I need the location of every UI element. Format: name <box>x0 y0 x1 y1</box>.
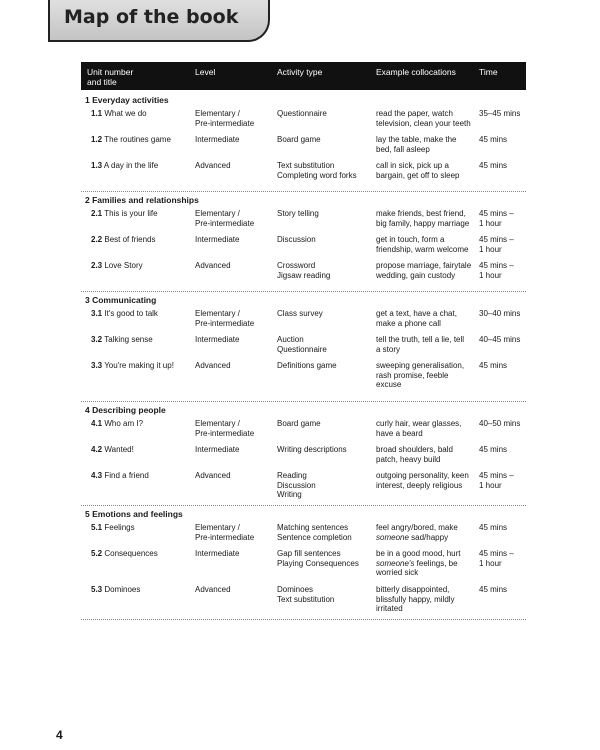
time-cell-line: 45 mins – <box>479 209 514 218</box>
unit-number: 3.1 <box>91 309 103 318</box>
activity-cell <box>277 261 330 280</box>
activity-cell-line: Reading <box>277 471 307 480</box>
level-cell <box>195 309 254 328</box>
activity-cell <box>277 309 323 319</box>
unit-cell <box>91 209 158 219</box>
activity-cell <box>277 135 321 145</box>
table-row <box>81 209 526 235</box>
level-cell-line: Advanced <box>195 261 231 270</box>
time-cell <box>479 109 520 119</box>
time-cell <box>479 585 507 595</box>
table-row <box>81 161 526 187</box>
activity-cell <box>277 419 321 429</box>
examples-cell <box>376 209 469 228</box>
unit-title: You're making it up! <box>104 361 174 370</box>
section <box>81 95 526 192</box>
unit-cell <box>91 361 174 371</box>
level-cell-line: Pre-intermediate <box>195 318 255 328</box>
examples-cell <box>376 361 464 390</box>
unit-number: 3.2 <box>91 335 103 344</box>
level-cell <box>195 161 231 171</box>
unit-title: It's good to talk <box>104 309 158 318</box>
unit-cell <box>91 335 153 345</box>
level-cell <box>195 419 254 438</box>
activity-cell-line: Jigsaw reading <box>277 270 331 280</box>
unit-cell <box>91 235 156 245</box>
time-cell-line: 1 hour <box>479 244 502 254</box>
activity-cell <box>277 161 357 180</box>
examples-cell-line: bed, fall asleep <box>376 144 430 154</box>
time-cell <box>479 235 514 254</box>
table-row <box>81 523 526 549</box>
table-row <box>81 261 526 287</box>
time-cell <box>479 161 507 171</box>
unit-number: 5.2 <box>91 549 103 558</box>
unit-cell <box>91 471 149 481</box>
unit-title: Who am I? <box>104 419 144 428</box>
time-cell <box>479 361 507 371</box>
examples-cell-line: bitterly disappointed, <box>376 585 450 594</box>
time-cell-line: 45 mins – <box>479 261 514 270</box>
examples-cell-line: get a text, have a chat, <box>376 309 457 318</box>
level-cell-line: Advanced <box>195 161 231 170</box>
examples-cell-line: wedding, gain custody <box>376 270 456 280</box>
activity-cell-line: Definitions game <box>277 361 337 370</box>
activity-cell <box>277 209 319 219</box>
level-cell <box>195 445 239 455</box>
unit-number: 5.1 <box>91 523 103 532</box>
time-cell-line: 40–45 mins <box>479 335 521 344</box>
time-cell <box>479 309 520 319</box>
activity-cell-line: Text substitution <box>277 161 335 170</box>
activity-cell-line: Board game <box>277 419 321 428</box>
level-cell <box>195 523 254 542</box>
table-row <box>81 335 526 361</box>
section <box>81 509 526 620</box>
examples-cell-line: worried sick <box>376 568 419 577</box>
level-cell <box>195 471 231 481</box>
unit-number: 1.2 <box>91 135 103 144</box>
table-row <box>81 109 526 135</box>
unit-number: 4.2 <box>91 445 103 454</box>
title-tab <box>48 0 270 42</box>
activity-cell-line: Playing Consequences <box>277 558 359 568</box>
level-cell <box>195 209 254 228</box>
unit-cell <box>91 135 171 145</box>
time-cell <box>479 335 520 345</box>
unit-cell <box>91 523 135 533</box>
header-level: Level <box>195 67 216 77</box>
time-cell-line: 45 mins – <box>479 235 514 244</box>
level-cell-line: Elementary / <box>195 309 240 318</box>
level-cell <box>195 335 239 345</box>
time-cell-line: 45 mins <box>479 161 508 170</box>
time-cell <box>479 523 507 533</box>
examples-cell-line: get in touch, form a <box>376 235 445 244</box>
level-cell <box>195 585 231 595</box>
activity-cell <box>277 523 352 542</box>
time-cell <box>479 419 520 429</box>
examples-cell-line: propose marriage, fairytale <box>376 261 472 270</box>
level-cell <box>195 235 239 245</box>
activity-cell <box>277 549 359 568</box>
level-cell <box>195 361 231 371</box>
unit-title: Dominoes <box>104 585 141 594</box>
examples-cell-line: patch, heavy build <box>376 454 441 464</box>
time-cell <box>479 261 514 280</box>
examples-cell-line: feel angry/bored, make <box>376 523 458 532</box>
time-cell <box>479 549 514 568</box>
examples-cell-line: big family, happy marriage <box>376 218 470 228</box>
examples-cell-line: sweeping generalisation, <box>376 361 465 370</box>
level-cell-line: Elementary / <box>195 109 240 118</box>
examples-cell <box>376 109 471 128</box>
examples-cell-line: someone's feelings, be <box>376 558 458 568</box>
examples-cell-line: broad shoulders, bald <box>376 445 453 454</box>
examples-cell-line: bargain, get off to sleep <box>376 170 460 180</box>
activity-cell-line: Questionnaire <box>277 344 327 354</box>
examples-cell-line: interest, deeply religious <box>376 480 463 490</box>
section-title: 5 Emotions and feelings <box>85 509 183 519</box>
level-cell-line: Intermediate <box>195 549 240 558</box>
unit-number: 1.3 <box>91 161 103 170</box>
activity-cell-line: Board game <box>277 135 321 144</box>
table-row <box>81 361 526 397</box>
examples-cell <box>376 335 464 354</box>
header-activity: Activity type <box>277 67 323 77</box>
time-cell-line: 45 mins <box>479 445 508 454</box>
table-row <box>81 309 526 335</box>
activity-cell-line: Dominoes <box>277 585 314 594</box>
activity-cell <box>277 471 316 500</box>
page-title: Map of the book <box>64 6 239 28</box>
time-cell-line: 1 hour <box>479 480 502 490</box>
header-time: Time <box>479 67 498 77</box>
examples-cell-line: have a beard <box>376 428 423 438</box>
unit-title: Love Story <box>104 261 143 270</box>
level-cell-line: Intermediate <box>195 135 240 144</box>
level-cell <box>195 135 239 145</box>
activity-cell-line: Completing word forks <box>277 170 357 180</box>
section-title: 4 Describing people <box>85 405 166 415</box>
examples-cell-line: tell the truth, tell a lie, tell <box>376 335 465 344</box>
time-cell-line: 45 mins – <box>479 471 514 480</box>
examples-cell <box>376 309 457 328</box>
examples-cell <box>376 419 461 438</box>
time-cell-line: 45 mins <box>479 361 508 370</box>
section <box>81 405 526 506</box>
level-cell-line: Pre-intermediate <box>195 218 255 228</box>
level-cell-line: Elementary / <box>195 209 240 218</box>
activity-cell-line: Discussion <box>277 235 316 244</box>
time-cell-line: 35–45 mins <box>479 109 521 118</box>
unit-title: Talking sense <box>104 335 153 344</box>
table-body <box>81 92 526 622</box>
unit-cell <box>91 585 140 595</box>
activity-cell-line: Writing descriptions <box>277 445 347 454</box>
activity-cell-line: Story telling <box>277 209 319 218</box>
time-cell <box>479 445 507 455</box>
examples-cell <box>376 261 471 280</box>
table-header <box>81 62 526 90</box>
unit-number: 3.3 <box>91 361 103 370</box>
examples-cell <box>376 135 457 154</box>
time-cell-line: 45 mins <box>479 523 508 532</box>
examples-cell-line: friendship, warm welcome <box>376 244 469 254</box>
examples-cell-line: irritated <box>376 604 403 613</box>
level-cell <box>195 109 254 128</box>
time-cell-line: 45 mins <box>479 585 508 594</box>
time-cell <box>479 209 514 228</box>
time-cell <box>479 471 514 490</box>
table-row <box>81 585 526 615</box>
table-row <box>81 135 526 161</box>
activity-cell <box>277 109 327 119</box>
activity-cell-line: Crossword <box>277 261 316 270</box>
time-cell-line: 40–50 mins <box>479 419 521 428</box>
level-cell-line: Intermediate <box>195 335 240 344</box>
examples-cell-line: a story <box>376 344 401 354</box>
level-cell-line: Pre-intermediate <box>195 428 255 438</box>
unit-title: Consequences <box>104 549 158 558</box>
examples-cell-line: curly hair, wear glasses, <box>376 419 462 428</box>
unit-cell <box>91 261 143 271</box>
activity-cell-line: Sentence completion <box>277 532 352 542</box>
table-row <box>81 549 526 585</box>
section-title: 1 Everyday activities <box>85 95 169 105</box>
activity-cell-line: Matching sentences <box>277 523 349 532</box>
unit-title: Feelings <box>104 523 135 532</box>
time-cell <box>479 135 507 145</box>
time-cell-line: 45 mins <box>479 135 508 144</box>
table-row <box>81 471 526 501</box>
examples-cell-line: make friends, best friend, <box>376 209 466 218</box>
unit-number: 2.2 <box>91 235 103 244</box>
section-title: 3 Communicating <box>85 295 157 305</box>
unit-cell <box>91 309 158 319</box>
examples-cell <box>376 585 455 614</box>
section-title: 2 Families and relationships <box>85 195 199 205</box>
level-cell-line: Advanced <box>195 361 231 370</box>
activity-cell-line: Gap fill sentences <box>277 549 341 558</box>
examples-cell-line: be in a good mood, hurt <box>376 549 461 558</box>
activity-cell <box>277 445 347 455</box>
activity-cell <box>277 235 316 245</box>
unit-number: 5.3 <box>91 585 103 594</box>
header-examples: Example collocations <box>376 67 456 77</box>
level-cell-line: Advanced <box>195 471 231 480</box>
unit-title: This is your life <box>104 209 158 218</box>
unit-title: Best of friends <box>104 235 156 244</box>
examples-cell-line: read the paper, watch <box>376 109 453 118</box>
unit-title: Find a friend <box>104 471 149 480</box>
unit-cell <box>91 109 147 119</box>
level-cell-line: Elementary / <box>195 419 240 428</box>
examples-cell <box>376 445 453 464</box>
activity-cell-line: Questionnaire <box>277 109 327 118</box>
level-cell-line: Pre-intermediate <box>195 118 255 128</box>
examples-cell <box>376 523 458 542</box>
activity-cell <box>277 361 337 371</box>
level-cell-line: Intermediate <box>195 235 240 244</box>
section <box>81 195 526 292</box>
activity-cell-line: Discussion <box>277 480 316 490</box>
examples-cell-line: television, clean your teeth <box>376 118 471 128</box>
time-cell-line: 30–40 mins <box>479 309 521 318</box>
time-cell-line: 1 hour <box>479 558 502 568</box>
unit-number: 2.3 <box>91 261 103 270</box>
table-row <box>81 419 526 445</box>
unit-number: 4.1 <box>91 419 103 428</box>
time-cell-line: 45 mins – <box>479 549 514 558</box>
unit-cell <box>91 161 158 171</box>
examples-cell-line: lay the table, make the <box>376 135 457 144</box>
examples-cell <box>376 471 469 490</box>
time-cell-line: 1 hour <box>479 218 502 228</box>
examples-cell-line: call in sick, pick up a <box>376 161 449 170</box>
activity-cell-line: Auction <box>277 335 304 344</box>
examples-cell-line: excuse <box>376 380 402 389</box>
time-cell-line: 1 hour <box>479 270 502 280</box>
header-unit: Unit number and title <box>87 67 134 87</box>
level-cell <box>195 261 231 271</box>
unit-title: The routines game <box>104 135 171 144</box>
section <box>81 295 526 402</box>
examples-cell <box>376 549 461 578</box>
examples-cell-line: outgoing personality, keen <box>376 471 469 480</box>
examples-cell-line: make a phone call <box>376 318 441 328</box>
unit-cell <box>91 419 143 429</box>
examples-cell-line: rash promise, feeble <box>376 370 449 380</box>
unit-number: 4.3 <box>91 471 103 480</box>
unit-number: 2.1 <box>91 209 103 218</box>
unit-number: 1.1 <box>91 109 103 118</box>
table-row <box>81 235 526 261</box>
level-cell <box>195 549 239 559</box>
unit-title: Wanted! <box>104 445 134 454</box>
level-cell-line: Intermediate <box>195 445 240 454</box>
page-number: 4 <box>56 728 63 742</box>
activity-cell-line: Text substitution <box>277 594 335 604</box>
level-cell-line: Advanced <box>195 585 231 594</box>
unit-title: What we do <box>104 109 147 118</box>
level-cell-line: Elementary / <box>195 523 240 532</box>
unit-cell <box>91 445 134 455</box>
activity-cell-line: Writing <box>277 490 302 499</box>
table-row <box>81 445 526 471</box>
unit-cell <box>91 549 158 559</box>
examples-cell <box>376 235 468 254</box>
activity-cell <box>277 585 334 604</box>
level-cell-line: Pre-intermediate <box>195 532 255 542</box>
activity-cell <box>277 335 327 354</box>
examples-cell <box>376 161 459 180</box>
examples-cell-line: blissfully happy, mildly <box>376 594 455 604</box>
examples-cell-line: someone sad/happy <box>376 532 449 542</box>
activity-cell-line: Class survey <box>277 309 323 318</box>
unit-title: A day in the life <box>103 161 159 170</box>
